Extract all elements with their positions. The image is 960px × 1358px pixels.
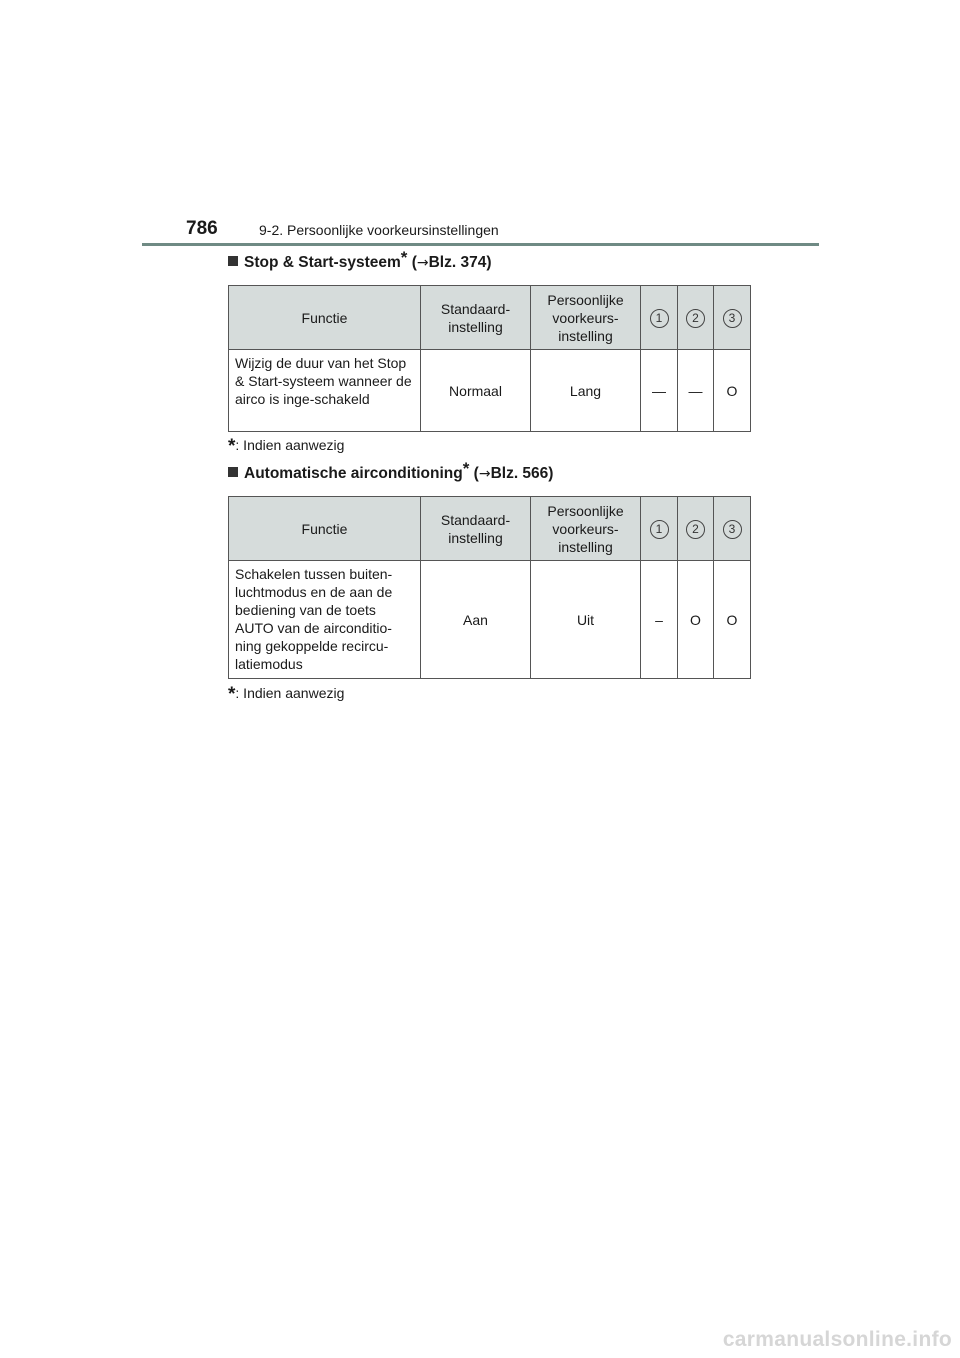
footnote [228,684,344,706]
column-header-custom: Persoonlijke voorkeurs-instelling [531,286,641,350]
column-header-2 [678,286,714,350]
page-reference-link[interactable]: Blz. 566 [490,465,549,482]
footnote-text: : Indien aanwezig [235,437,345,453]
mark-cell-3: O [714,561,751,679]
circled-2-icon: 2 [686,520,705,539]
circled-1-icon: 1 [650,309,669,328]
section-heading-stop-start: Stop & Start-systeem* (→Blz. 374) [228,254,492,272]
column-header-default: Standaard-instelling [421,286,531,350]
default-cell: Aan [421,561,531,679]
circled-1-icon: 1 [650,520,669,539]
section-title: Automatische airconditioning [244,465,463,482]
footnote [228,436,344,458]
column-header-default: Standaard-instelling [421,497,531,561]
custom-cell: Lang [531,350,641,432]
table-row [229,561,751,679]
settings-table-stop-start [228,285,751,432]
column-header-1 [641,286,678,350]
table-row [229,350,751,432]
function-cell: Schakelen tussen buiten-luchtmodus en de aan de bediening van de toets AUTO van de airconditio-ning gekoppelde recircu-latiemodus [229,561,421,679]
chapter-title: 9-2. Persoonlijke voorkeursinstellingen [259,222,499,238]
settings-table-airconditioning [228,496,751,679]
asterisk-marker: * [400,248,408,267]
square-bullet-icon [228,467,238,477]
column-header-3 [714,286,751,350]
section-heading-airconditioning: Automatische airconditioning* (→Blz. 566) [228,465,553,483]
square-bullet-icon [228,256,238,266]
footnote-asterisk: * [228,436,236,457]
circled-3-icon: 3 [723,309,742,328]
page-number: 786 [186,218,218,239]
header-rule [142,243,819,246]
column-header-1 [641,497,678,561]
mark-cell-2: O [678,561,714,679]
column-header-function: Functie [229,286,421,350]
column-header-2 [678,497,714,561]
page-reference-link[interactable]: Blz. 374 [428,254,487,271]
footnote-asterisk: * [228,684,236,705]
mark-cell-2: — [678,350,714,432]
function-cell: Wijzig de duur van het Stop & Start-systeem wanneer de airco is inge-schakeld [229,350,421,432]
mark-cell-3: O [714,350,751,432]
watermark: carmanualsonline.info [722,1328,952,1351]
column-header-function: Functie [229,497,421,561]
mark-cell-1: – [641,561,678,679]
circled-3-icon: 3 [723,520,742,539]
column-header-3 [714,497,751,561]
mark-cell-1: — [641,350,678,432]
footnote-text: : Indien aanwezig [235,685,345,701]
column-header-custom: Persoonlijke voorkeurs-instelling [531,497,641,561]
default-cell: Normaal [421,350,531,432]
arrow-right-icon: → [478,466,491,482]
custom-cell: Uit [531,561,641,679]
arrow-right-icon: → [416,255,429,271]
asterisk-marker: * [462,459,470,478]
circled-2-icon: 2 [686,309,705,328]
section-title: Stop & Start-systeem [244,254,401,271]
